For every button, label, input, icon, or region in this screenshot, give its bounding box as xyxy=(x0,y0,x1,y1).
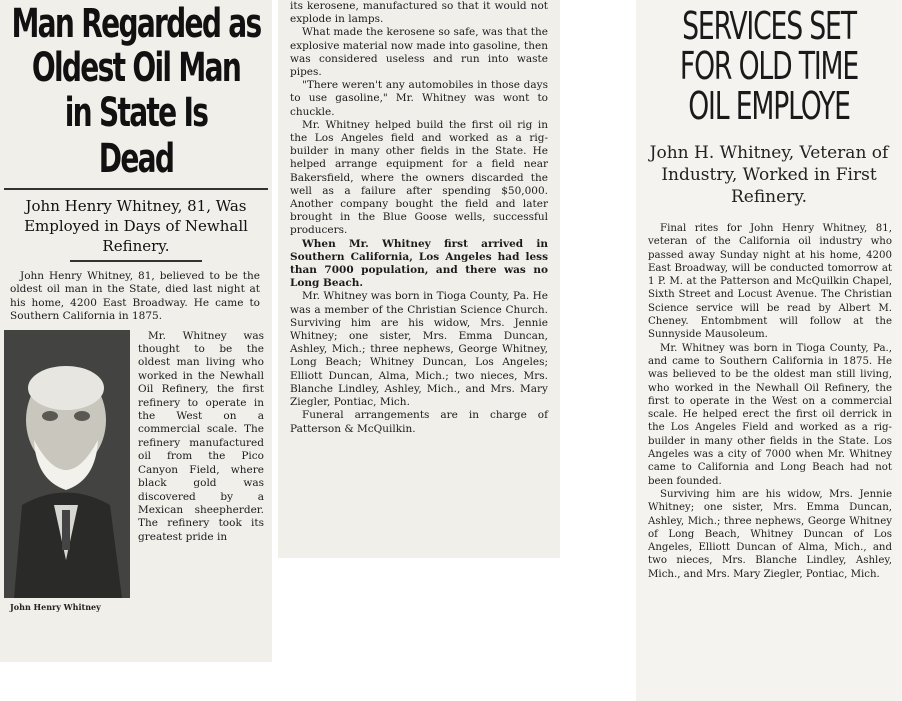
side-column xyxy=(138,330,264,610)
paragraph: Mr. Whitney helped build the first oil rig in the Los Angeles field and worked as a rig-builder in many other fields in the State. He helped arrange equipment for a field near Bakersfield, where the owners discarded the well as a failure after spending $50,000. Another company bought the field and later brought in the Blue Goose wells, successful producers. xyxy=(290,118,548,237)
headline-line-3: in State Is Dead xyxy=(64,90,208,182)
paragraph: When Mr. Whitney first arrived in Southern California, Los Angeles had less than 7000 population, and there was no Long Beach. xyxy=(290,237,548,290)
paragraph: Mr. Whitney was born in Tioga County, Pa., and came to Southern California in 1875. He was believed to be the oldest man still living, who worked in the Newhall Oil Refinery, the first to operate in the West on a commercial scale. He helped erect the first oil derrick in the Los Angeles Field and worked as a rig-builder in many other fields in the State. Los Angeles was a city of 7000 when Mr. Whitney came to California and Long Beach had not been founded. xyxy=(648,342,892,487)
headline-line-3: OIL EMPLOYE xyxy=(688,84,850,128)
paragraph: its kerosene, manufactured so that it would not explode in lamps. xyxy=(290,0,548,26)
clipping-obituary-with-photo xyxy=(0,0,272,662)
clipping-continuation xyxy=(278,0,560,558)
lead-paragraph: John Henry Whitney, 81, believed to be the oldest oil man in the State, died last night at his home, 4200 East Broadway. He came to Southern California in 1875. xyxy=(10,270,260,323)
paragraph: Funeral arrangements are in charge of Patterson & McQuilkin. xyxy=(290,409,548,435)
photo-caption: John Henry Whitney xyxy=(10,601,101,612)
paragraph: Mr. Whitney was born in Tioga County, Pa. He was a member of the Christian Science Church. Surviving him are his widow, Mrs. Jennie Whitney; one sister, Mrs. Emma Duncan, Ashley, Mich.; three nephews, George Whitney, Long Beach; Whitney Duncan, Los Angeles; Elliott Duncan, Alma, Mich.; two nieces, Mrs. Blanche Lindley, Ashley, Mich., and Mrs. Mary Ziegler, Pontiac, Mich. xyxy=(290,290,548,409)
headline-line-2: Oldest Oil Man xyxy=(31,45,241,91)
paragraph: Final rites for John Henry Whitney, 81, veteran of the California oil industry who passed away Sunday night at his home, 4200 East Broadway, will be conducted tomorrow at 1 P. M. at the Patterson and McQuilkin Chapel, Sixth Street and Locust Avenue. The Christian Science service will be read by Albert M. Cheney. Entombment will follow at the Sunnyside Mausoleum. xyxy=(648,223,892,341)
notice-text xyxy=(648,222,892,581)
headline-line-1: Man Regarded as xyxy=(11,1,261,47)
paragraph: What made the kerosene so safe, was that the explosive material now made into gasoline, then was considered useless and run into waste pipes. xyxy=(290,26,548,79)
continuation-text xyxy=(290,0,548,436)
divider xyxy=(70,260,202,262)
headline-line-1: SERVICES SET xyxy=(682,4,856,48)
side-paragraph: Mr. Whitney was thought to be the oldest man living who worked in the Newhall Oil Refinery, the first refinery to operate in the West on a commercial scale. The refinery manufactured oil from the Pico Canyon Field, where black gold was discovered by a Mexican sheepherder. The refinery took its greatest pride in xyxy=(138,329,264,543)
headline-line-2: FOR OLD TIME xyxy=(679,44,859,88)
photo-row xyxy=(4,330,272,610)
clipping-services-notice xyxy=(636,0,902,701)
paragraph: Surviving him are his widow, Mrs. Jennie Whitney; one sister, Mrs. Emma Duncan, Ashley, Mich.; three nephews, George Whitney of Long Beach, Whitney Duncan of Los Angeles, Elliott Duncan of Alma, Mich., and two nieces, Mrs. Blanche Lindley, Ashley, Mich., and Mrs. Mary Ziegler, Pontiac, Mich. xyxy=(648,488,892,580)
paragraph: "There weren't any automobiles in those days to use gasoline," Mr. Whitney was wont to chuckle. xyxy=(290,79,548,118)
subheadline: John H. Whitney, Veteran of Industry, Worked in First Refinery. xyxy=(649,143,889,207)
subheadline: John Henry Whitney, 81, Was Employed in Days of Newhall Refinery. xyxy=(24,197,248,255)
divider xyxy=(4,188,268,190)
portrait-photo xyxy=(4,330,130,610)
portrait-image xyxy=(4,330,130,598)
